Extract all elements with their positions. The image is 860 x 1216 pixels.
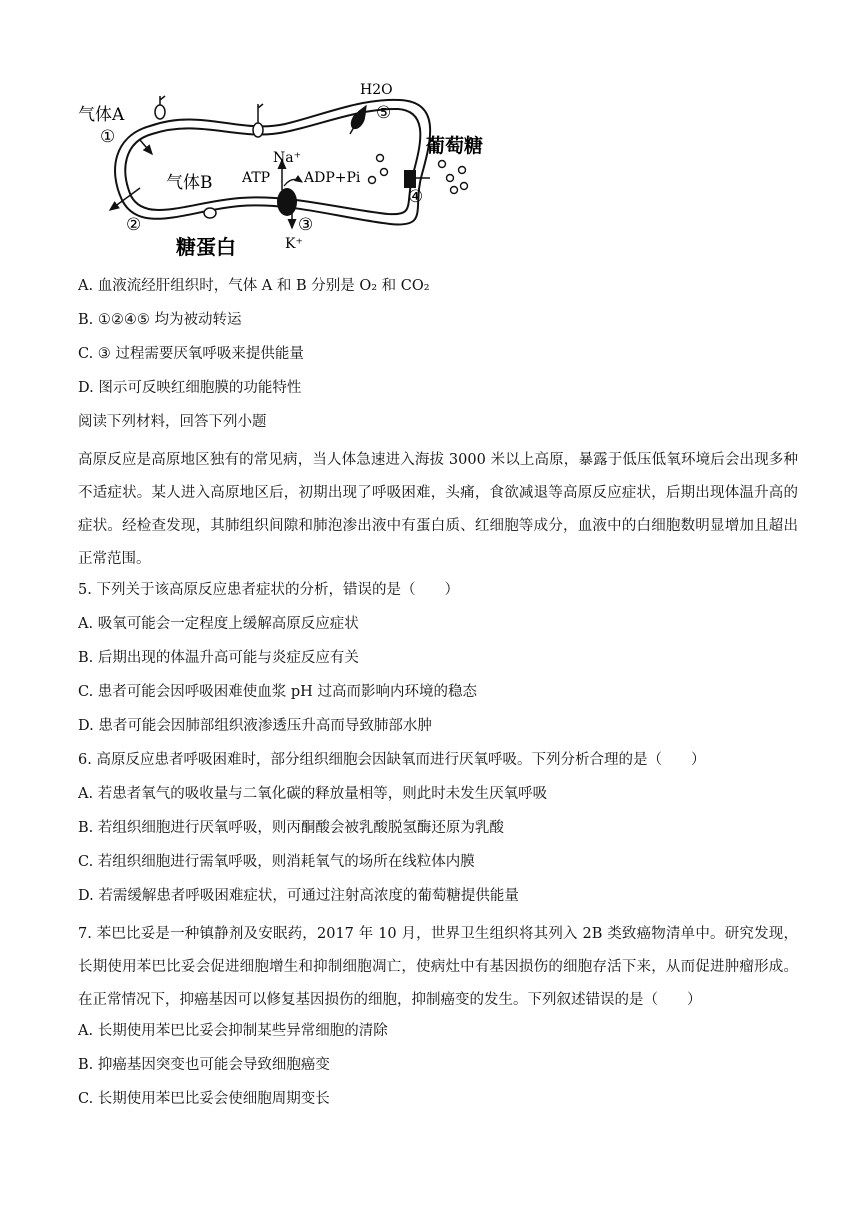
glycoprotein-marker-3 — [204, 208, 216, 218]
glycoprotein-marker-2 — [253, 104, 263, 137]
q7-option-b: B. 抑癌基因突变也可能会导致细胞癌变 — [78, 1057, 330, 1073]
glucose-label: 葡萄糖 — [426, 135, 484, 157]
adp-label: ADP+Pi — [304, 170, 361, 186]
q4-option-d: D. 图示可反映红细胞膜的功能特性 — [78, 380, 302, 396]
water-label: H2O — [360, 82, 393, 98]
marker-2: ② — [126, 215, 142, 235]
q6-option-b: B. 若组织细胞进行厌氧呼吸，则丙酮酸会被乳酸脱氢酶还原为乳酸 — [78, 820, 504, 836]
q4-option-a: A. 血液流经肝组织时，气体 A 和 B 分别是 O₂ 和 CO₂ — [78, 278, 430, 294]
sodium-potassium-pump — [277, 188, 297, 216]
q7-option-c: C. 长期使用苯巴比妥会使细胞周期变长 — [78, 1091, 330, 1107]
marker-3: ③ — [298, 215, 314, 235]
q4-option-c: C. ③ 过程需要厌氧呼吸来提供能量 — [78, 346, 304, 362]
glucose-carrier — [404, 170, 416, 188]
gas-a-label: 气体A — [78, 105, 125, 125]
marker-1: ① — [100, 127, 116, 147]
q4-option-b: B. ①②④⑤ 均为被动转运 — [78, 312, 242, 328]
q5-option-c: C. 患者可能会因呼吸困难使血浆 pH 过高而影响内环境的稳态 — [78, 684, 477, 700]
reading-intro: 阅读下列材料，回答下列小题 — [78, 414, 267, 430]
sodium-label: Na⁺ — [273, 150, 301, 166]
q6-option-d: D. 若需缓解患者呼吸困难症状，可通过注射高浓度的葡萄糖提供能量 — [78, 888, 519, 904]
q6-option-a: A. 若患者氧气的吸收量与二氧化碳的释放量相等，则此时未发生厌氧呼吸 — [78, 786, 548, 802]
q6-option-c: C. 若组织细胞进行需氧呼吸，则消耗氧气的场所在线粒体内膜 — [78, 854, 475, 870]
q5-option-b: B. 后期出现的体温升高可能与炎症反应有关 — [78, 650, 359, 666]
q6-stem: 6. 高原反应患者呼吸困难时，部分组织细胞会因缺氧而进行厌氧呼吸。下列分析合理的是（ ） — [78, 752, 706, 768]
q5-option-d: D. 患者可能会因肺部组织液渗透压升高而导致肺部水肿 — [78, 718, 432, 734]
q7-stem: 7. 苯巴比妥是一种镇静剂及安眠药，2017 年 10 月，世界卫生组织将其列入 2B 类致癌物清单中。研究发现，长期使用苯巴比妥会促进细胞增生和抑制细胞凋亡，使病灶中有基因损伤的细胞存活下来，从而促进肿瘤形成。在正常情况下，抑癌基因可以修复基因损伤的细胞，抑制癌变的发生。下列叙述错误的是（ ） — [78, 926, 798, 1008]
marker-5: ⑤ — [376, 103, 392, 123]
glycoprotein-marker-1 — [155, 96, 165, 119]
gas-b-label: 气体B — [166, 173, 213, 193]
q5-option-a: A. 吸氧可能会一定程度上缓解高原反应症状 — [78, 616, 359, 632]
marker-4: ④ — [408, 187, 424, 207]
material-paragraph: 高原反应是高原地区独有的常见病，当人体急速进入海拔 3000 米以上高原，暴露于低压低氧环境后会出现多种不适症状。某人进入高原地区后，初期出现了呼吸困难，头痛，食欲减退等高原反应症状，后期出现体温升高的症状。经检查发现，其肺组织间隙和肺泡渗出液中有蛋白质、红细胞等成分，血液中的白细胞数明显增加且超出正常范围。 — [78, 452, 798, 567]
q5-stem: 5. 下列关于该高原反应患者症状的分析，错误的是（ ） — [78, 582, 459, 598]
cell-membrane-diagram — [70, 78, 510, 268]
glycoprotein-label: 糖蛋白 — [176, 235, 236, 259]
q7-option-a: A. 长期使用苯巴比妥会抑制某些异常细胞的清除 — [78, 1023, 388, 1039]
atp-label: ATP — [242, 170, 271, 186]
potassium-label: K⁺ — [285, 236, 303, 252]
